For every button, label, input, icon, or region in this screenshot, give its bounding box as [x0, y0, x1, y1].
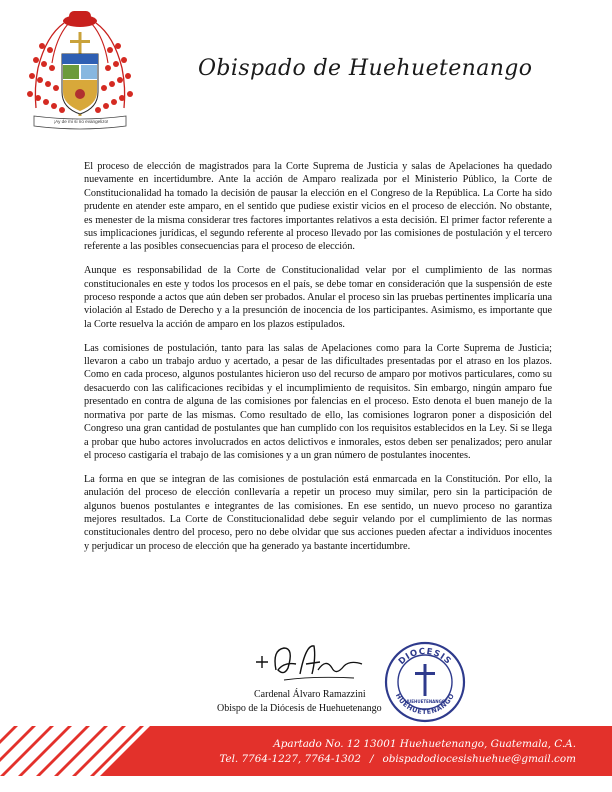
- paragraph-4: La forma en que se integran de las comisiones de postulación está enmarcada en la Constitución. Por ello, la anulación del proceso de elección conllevaría a repetir un proceso muy similar, pero sin la participación de algunos buenos postulantes e integrantes de las comisiones. En ese sentido, un nuevo proceso no garantiza mejores resultados. La Corte de Constitucionalidad debe seguir velando por el cumplimiento de las normas constitucionales dentro del proceso, pero no debe olvidar que sus acciones pueden afectar a individuos inocentes y perjudicar un proceso de elección que ha generado ya bastante incertidumbre.: [84, 473, 552, 552]
- paragraph-2: Aunque es responsabilidad de la Corte de Constitucionalidad velar por el cumplimiento de las normas constitucionales en este y todos los procesos en el país, se debe tomar en consideración que la suspensión de este proceso responde a actos que aún deben ser probados. Anular el proceso sin las pruebas pertinentes implicaría una violación al Estado de Derecho y a la presunción de inocencia de los participantes. Asimismo, es importante que la Corte resuelva la acción de amparo en los plazos estipulados.: [84, 265, 552, 330]
- letterhead-title: Obispado de Huehuetenango: [198, 56, 533, 81]
- footer-email[interactable]: obispadodiocesishuehue@gmail.com: [382, 753, 576, 765]
- signature-scribble-icon: [254, 640, 364, 682]
- svg-text:HUEHUETENANGO: HUEHUETENANGO: [404, 699, 446, 704]
- svg-text:DIOCESIS: DIOCESIS: [396, 646, 454, 667]
- paragraph-1: El proceso de elección de magistrados para la Corte Suprema de Justicia y salas de Apelaciones ha quedado nuevamente en incertidumbre. Ante la acción de Amparo realizada por el Ministerio Público, la Corte de Constitucionalidad ha tomado la decisión de pausar la elección en el Congreso de la República. La Corte ha sido prudente en atender este amparo, en el sentido que pudiese existir vicios en el proceso de elección. No obstante, es menester de la misma considerar tres factores importantes relativos a esta decisión. El primer factor referente a sus implicaciones jurídicas, el segundo referente al proceso llevado por las comisiones de postulación y el tercero referente a las posibles consecuencias para el proceso de elección.: [84, 161, 552, 253]
- coat-of-arms-icon: [24, 8, 136, 130]
- footer-band: [0, 726, 612, 776]
- letter-body: [84, 160, 552, 564]
- footer-contact: [219, 753, 576, 765]
- diocese-seal-icon: [383, 640, 467, 724]
- paragraph-3: Las comisiones de postulación, tanto para las salas de Apelaciones como para la Corte Suprema de Justicia; llevaron a cabo un trabajo arduo y acertado, a pesar de las dificultades presentadas por el atraso en los plazos. Como en cada proceso, algunos postulantes hicieron uso del recurso de amparo por motivos particulares, como su desacuerdo con las calificaciones recibidas y el incumplimiento de requisitos. Sin embargo, ningún amparo fue presentado en contra de alguna de las comisiones por falencias en el proceso. Esto denota el buen manejo de la normativa por parte de las mismas. Como resultado de ello, las comisiones lograron poner a disposición del Congreso una gran cantidad de postulantes que han cumplido con los requisitos establecidos en la Ley. Si se llega a probar que hubo actores involucrados en actos delictivos e inmorales, estos deben ser penalizados; pero anular el proceso castigaría el trabajo de las comisiones y a un gran número de postulantes inocentes.: [84, 342, 552, 461]
- footer-separator: /: [369, 753, 374, 765]
- footer-address: Apartado No. 12 13001 Huehuetenango, Guatemala, C.A.: [273, 738, 576, 750]
- signer-name: Cardenal Álvaro Ramazzini: [254, 689, 366, 700]
- signer-title: Obispo de la Diócesis de Huehuetenango: [217, 703, 382, 714]
- svg-text:HUEHUETENANGO: HUEHUETENANGO: [393, 692, 457, 717]
- footer-phone: Tel. 7764-1227, 7764-1302: [219, 753, 361, 765]
- crest-motto: ¡Ay de mi si no evangelizo!: [53, 119, 109, 124]
